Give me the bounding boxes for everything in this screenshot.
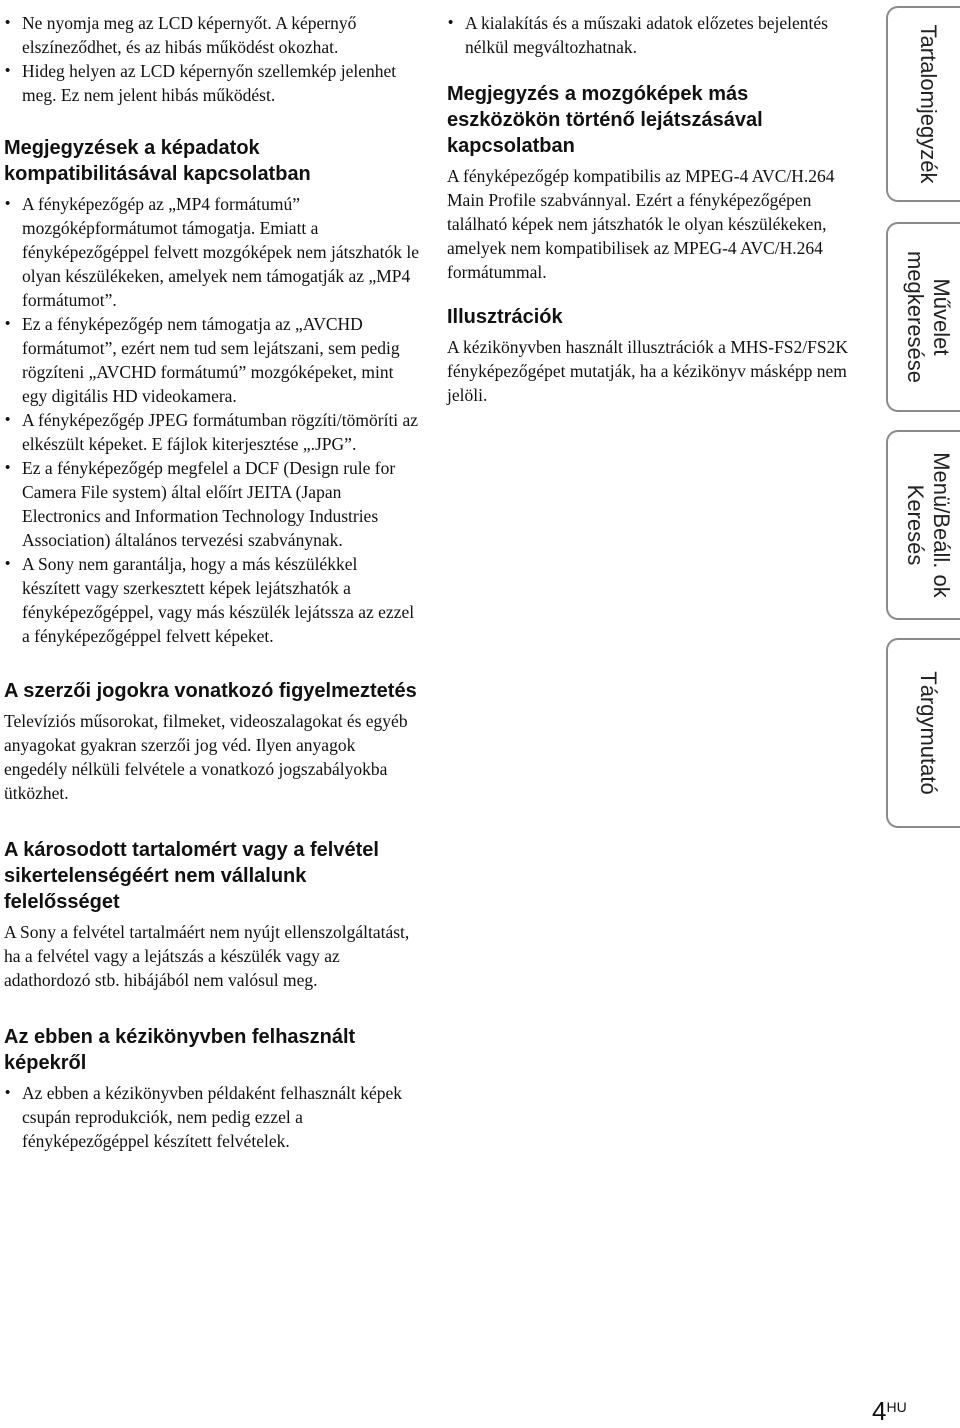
tab-index[interactable] (886, 638, 960, 828)
tab-index-label: Tárgymutató (916, 671, 941, 795)
list-item: • A kialakítás és a műszaki adatok előzetes bejelentés nélkül megváltozhatnak. (447, 11, 867, 59)
page-number-suffix: HU (886, 1399, 907, 1415)
tab-operation-search[interactable] (886, 222, 960, 412)
lcd-notes-list (4, 11, 419, 107)
compat-notes-list (4, 192, 419, 648)
copyright-text: Televíziós műsorokat, filmeket, videoszalagokat és egyéb anyagokat gyakran szerzői jog véd. Ilyen anyagok engedély nélküli felvétele a vonatkozó jogszabályokba ütközhet. (4, 711, 408, 803)
images-notes-list (4, 1081, 419, 1153)
tab-contents[interactable] (886, 6, 960, 202)
tab-contents-label: Tartalomjegyzék (916, 24, 941, 184)
list-item: • A fényképezőgép az „MP4 formátumú” mozgóképformátumot támogatja. Emiatt a fényképezőgéppel felvett mozgóképek nem játszhatók le olyan készülékeken, amelyek nem támogatják az „MP4 formátumot”. (4, 192, 419, 312)
liability-heading: A károsodott tartalomért vagy a felvétel sikertelenségéért nem vállalunk felelősséget (4, 839, 379, 913)
left-column (4, 0, 419, 1153)
compat-heading: Megjegyzések a képadatok kompatibilitásával kapcsolatban (4, 137, 311, 185)
spec-notes-list (447, 11, 867, 59)
page-number (872, 1396, 907, 1426)
list-item: • Az ebben a kézikönyvben példaként felhasznált képek csupán reprodukciók, nem pedig ezzel a fényképezőgéppel készített felvételek. (4, 1081, 419, 1153)
liability-text: A Sony a felvétel tartalmáért nem nyújt ellenszolgáltatást, ha a felvétel vagy a lejátszás a készülék vagy az adathordozó stb. hibájából nem valósul meg. (4, 922, 410, 990)
images-heading: Az ebben a kézikönyvben felhasznált képekről (4, 1026, 356, 1074)
list-item: • Ez a fényképezőgép megfelel a DCF (Design rule for Camera File system) által előírt JEITA (Japan Electronics and Information Technology Industries Association) általános tervezési szabványnak. (4, 456, 419, 552)
list-item: • Ez a fényképezőgép nem támogatja az „AVCHD formátumot”, ezért nem tud sem lejátszani, sem pedig rögzíteni „AVCHD formátumú” mozgóképeket, mint egy digitális HD videokamera. (4, 312, 419, 408)
playback-heading: Megjegyzés a mozgóképek más eszközökön történő lejátszásával kapcsolatban (447, 83, 763, 157)
list-item: • A Sony nem garantálja, hogy a más készülékkel készített vagy szerkesztett képek lejátszhatók a fényképezőgéppel, vagy más készülék lejátssza az ezzel a fényképezőgéppel felvett képeket. (4, 552, 419, 648)
copyright-heading: A szerzői jogokra vonatkozó figyelmeztetés (4, 680, 417, 702)
page-number-value: 4 (872, 1396, 887, 1426)
illustrations-text: A kézikönyvben használt illusztrációk a MHS-FS2/FS2K fényképezőgépet mutatják, ha a kézikönyv másképp nem jelöli. (447, 337, 849, 405)
list-item: • Hideg helyen az LCD képernyőn szellemkép jelenhet meg. Ez nem jelent hibás működést. (4, 59, 419, 107)
list-item: • A fényképezőgép JPEG formátumban rögzíti/tömöríti az elkészült képeket. E fájlok kiterjesztése „.JPG”. (4, 408, 419, 456)
illustrations-heading: Illusztrációk (447, 306, 563, 328)
list-item: • Ne nyomja meg az LCD képernyőt. A képernyő elszíneződhet, és az hibás működést okozhat. (4, 11, 419, 59)
tab-menu-settings-search[interactable] (886, 430, 960, 620)
playback-text: A fényképezőgép kompatibilis az MPEG-4 AVC/H.264 Main Profile szabvánnyal. Ezért a fényképezőgépen található képek nem játszhatók le olyan készülékeken, amelyek nem kompatibilisek az MPEG-4 AVC/H.264 formátummal. (447, 166, 835, 282)
tab-menu-settings-search-label: Menü/Beáll. ok Keresés (903, 452, 954, 598)
tab-operation-search-label: Művelet megkeresése (903, 250, 954, 384)
middle-column (447, 0, 867, 407)
